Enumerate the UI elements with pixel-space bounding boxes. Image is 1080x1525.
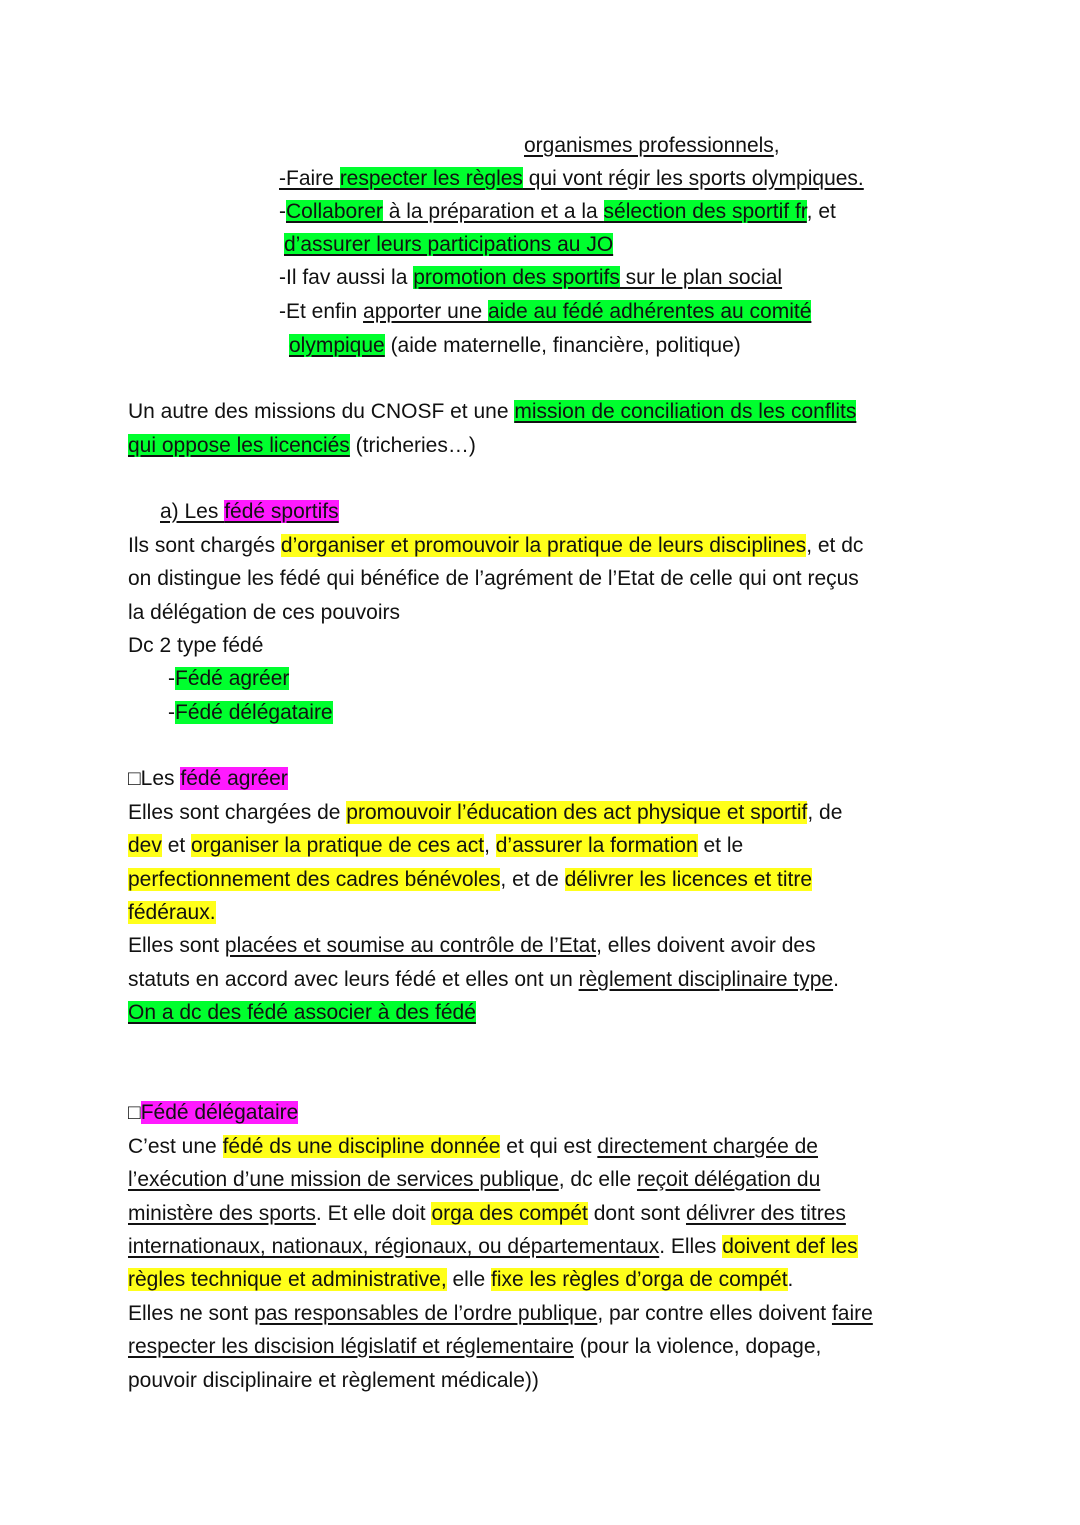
highlight-yellow: promouvoir l’éducation des act physique et sportif (346, 801, 808, 824)
agreer-line-5 (128, 931, 816, 961)
text-span: Ils sont chargés (128, 534, 281, 557)
agreer-line-3 (128, 865, 812, 895)
highlight-green: Fédé agréer (175, 667, 290, 690)
agreer-line-1 (128, 798, 842, 828)
text-span: directement chargée de (597, 1135, 818, 1158)
text-span: Elles sont (128, 934, 225, 957)
highlight-yellow: doivent def les (722, 1235, 858, 1258)
text-span: □ (128, 1101, 141, 1124)
highlight-yellow: délivrer les licences et titre (564, 868, 813, 891)
cnosf-line-1 (128, 397, 856, 427)
highlight-yellow: dev (128, 834, 162, 857)
text-span: . Et elle doit (315, 1202, 432, 1225)
text-span: faire (831, 1302, 873, 1325)
text-span: , et dc (806, 534, 864, 557)
text-span: la délégation de ces pouvoirs (128, 601, 401, 624)
text-span: , (773, 134, 780, 157)
text-span: , et de (500, 868, 565, 891)
text-span: pas responsables de l’ordre publique (254, 1302, 598, 1325)
text-span: Elles ne sont (128, 1302, 255, 1325)
highlight-green: promotion des sportifs (413, 266, 620, 289)
highlight-green: Collaborer (286, 200, 383, 223)
text-span: apporter une (363, 300, 488, 323)
highlight-yellow: d’assurer la formation (495, 834, 698, 857)
text-span: (pour la violence, dopage, (573, 1335, 822, 1358)
delegataire-heading (128, 1098, 298, 1128)
text-span: -Et enfin (279, 300, 364, 323)
agreer-heading (128, 764, 288, 794)
highlight-yellow: fixe les règles d’orga de compét (491, 1268, 788, 1291)
text-span: , de (807, 801, 843, 824)
text-span: - (168, 667, 175, 690)
text-span: à la préparation et a la (382, 200, 604, 223)
mission-line-2 (279, 164, 864, 194)
text-span: respecter les discision législatif et réglementaire (128, 1335, 574, 1358)
text-span: C’est une (128, 1135, 223, 1158)
highlight-yellow: organiser la pratique de ces act (191, 834, 485, 857)
mission-line-6 (279, 297, 811, 327)
highlight-green: olympique (289, 334, 385, 357)
highlight-green: On a dc des fédé associer à des fédé (128, 1001, 476, 1024)
highlight-yellow: perfectionnement des cadres bénévoles (128, 868, 501, 891)
text-span: . (787, 1268, 794, 1291)
highlight-yellow: fédé ds une discipline donnée (222, 1135, 501, 1158)
agreer-line-4 (128, 898, 216, 928)
highlight-yellow: fédéraux. (128, 901, 216, 924)
section-a-line-4 (128, 631, 263, 661)
highlight-magenta: fédé sportifs (224, 500, 339, 523)
text-span: on distingue les fédé qui bénéfice de l’agrément de l’Etat de celle qui ont reçus (128, 567, 859, 590)
text-span: règlement disciplinaire type (578, 968, 834, 991)
text-span: Dc 2 type fédé (128, 634, 264, 657)
text-span: statuts en accord avec leurs fédé et elles ont un (128, 968, 579, 991)
text-span: internationaux, nationaux, régionaux, ou départementaux (128, 1235, 660, 1258)
highlight-green: aide au fédé adhérentes au comité (487, 300, 812, 323)
text-span: sur le plan social (619, 266, 783, 289)
text-span: - (279, 200, 286, 223)
text-span: pouvoir disciplinaire et règlement médicale)) (128, 1369, 539, 1392)
delegataire-line-2 (128, 1165, 820, 1195)
mission-line-5 (279, 263, 782, 293)
text-span: Elles sont chargées de (128, 801, 347, 824)
delegataire-line-3 (128, 1199, 846, 1229)
agreer-line-6 (128, 965, 839, 995)
section-a-line-3 (128, 598, 400, 628)
text-span: - (168, 701, 175, 724)
agreer-line-2 (128, 831, 743, 861)
mission-line-3 (279, 197, 836, 227)
delegataire-line-6 (128, 1299, 873, 1329)
list-item (168, 664, 289, 694)
section-a-line-1 (128, 531, 863, 561)
text-span: l’exécution d’une mission de services publique (128, 1168, 559, 1191)
mission-line-4 (284, 230, 613, 260)
delegataire-line-5 (128, 1265, 793, 1295)
text-span: , par contre elles doivent (597, 1302, 832, 1325)
text-span: , et (806, 200, 836, 223)
highlight-yellow: d’organiser et promouvoir la pratique de leurs disciplines (280, 534, 807, 557)
highlight-green: d’assurer leurs participations au JO (284, 233, 614, 256)
section-a-line-2 (128, 564, 859, 594)
text-span: elle (446, 1268, 492, 1291)
highlight-magenta: Fédé délégataire (140, 1101, 299, 1124)
text-span: (tricheries…) (349, 434, 476, 457)
text-span: -Il fav aussi la (279, 266, 414, 289)
text-span: organismes professionnels (524, 134, 774, 157)
text-span: a) Les (160, 500, 225, 523)
text-span: ministère des sports (128, 1202, 316, 1225)
text-span: □Les (128, 767, 181, 790)
text-span: placées et soumise au contrôle de l’Etat (224, 934, 597, 957)
text-span: et qui est (500, 1135, 598, 1158)
highlight-yellow: règles technique et administrative, (128, 1268, 447, 1291)
highlight-green: Fédé délégataire (175, 701, 333, 724)
text-span: et le (697, 834, 744, 857)
cnosf-line-2 (128, 431, 476, 461)
mission-line-7 (289, 331, 741, 361)
text-span: . Elles (659, 1235, 723, 1258)
highlight-magenta: fédé agréer (180, 767, 288, 790)
text-span: , elles doivent avoir des (596, 934, 816, 957)
text-span: et (161, 834, 192, 857)
text-span: -Faire (279, 167, 340, 190)
text-span: dont sont (587, 1202, 686, 1225)
highlight-green: sélection des sportif fr (603, 200, 807, 223)
mission-line-1 (524, 131, 780, 161)
delegataire-line-4 (128, 1232, 858, 1262)
text-span: (aide maternelle, financière, politique) (384, 334, 741, 357)
delegataire-line-7 (128, 1332, 821, 1362)
highlight-green: mission de conciliation ds les conflits (514, 400, 857, 423)
delegataire-line-1 (128, 1132, 818, 1162)
text-span: , (484, 834, 496, 857)
text-span: Un autre des missions du CNOSF et une (128, 400, 515, 423)
text-span: . (833, 968, 839, 991)
text-span: reçoit délégation du (636, 1168, 821, 1191)
highlight-green: respecter les règles (339, 167, 523, 190)
text-span: , dc elle (558, 1168, 637, 1191)
section-a-heading (160, 497, 339, 527)
delegataire-line-8 (128, 1366, 539, 1396)
highlight-yellow: orga des compét (431, 1202, 588, 1225)
text-span: qui vont régir les sports olympiques. (522, 167, 864, 190)
list-item (168, 698, 333, 728)
highlight-green: qui oppose les licenciés (128, 434, 350, 457)
agreer-line-7 (128, 998, 476, 1028)
text-span: délivrer des titres (685, 1202, 846, 1225)
